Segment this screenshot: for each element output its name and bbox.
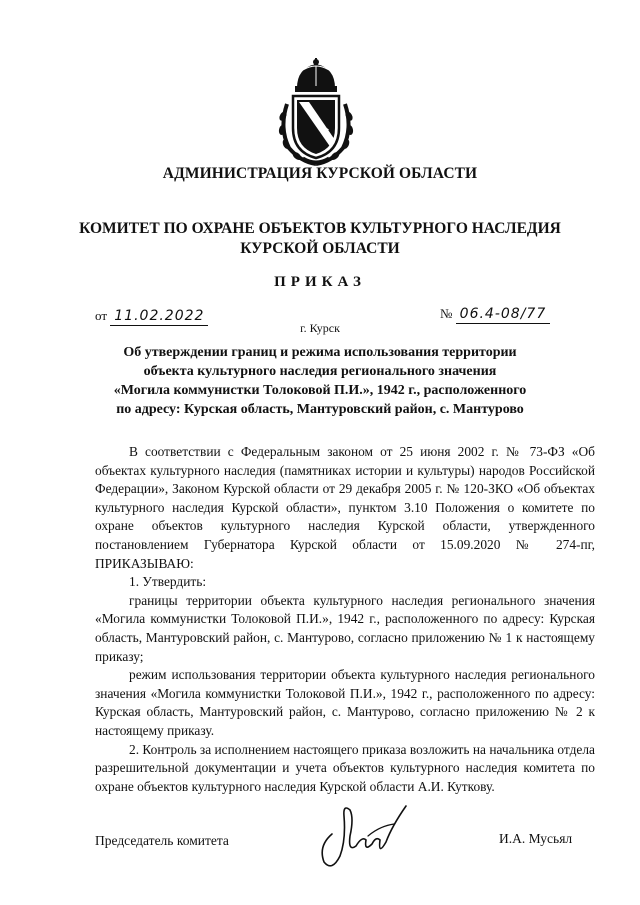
number-prefix: № <box>440 306 453 321</box>
subject-line-3: «Могила коммунистки Толоковой П.И.», 1942 г., расположенного <box>113 383 527 398</box>
subject-line-4: по адресу: Курская область, Мантуровский район, с. Мантурово <box>116 402 524 417</box>
number-value: 06.4-08/77 <box>456 306 551 324</box>
order-subject <box>60 343 580 419</box>
city: г. Курск <box>300 321 340 335</box>
subject-line-2: объекта культурного наследия регионального значения <box>143 364 497 379</box>
date-prefix: от <box>95 308 108 323</box>
administration-heading: АДМИНИСТРАЦИЯ КУРСКОЙ ОБЛАСТИ <box>162 165 478 182</box>
committee-heading <box>60 219 580 259</box>
body-paragraph: границы территории объекта культурного наследия регионального значения «Могила коммунистки Толоковой П.И.», 1942 г., расположенного по адресу: Курская область, Мантуровский район, с. Мантурово, согласно приложению № 1 к настоящему приказу; <box>95 592 595 664</box>
order-body <box>95 443 595 796</box>
body-paragraph: 2. Контроль за исполнением настоящего приказа возложить на начальника отдела разрешительной документации и учета объектов культурного наследия комитета по охране объектов культурного наследия Курской области А.И. Куткову. <box>95 741 595 794</box>
signatory-name: И.А. Мусьял <box>499 831 573 846</box>
coat-of-arms-icon <box>273 58 359 166</box>
order-title: ПРИКАЗ <box>274 274 366 290</box>
subject-line-1: Об утверждении границ и режима использования территории <box>123 345 517 360</box>
body-paragraph: режим использования территории объекта культурного наследия регионального значения «Могила коммунистки Толоковой П.И.», 1942 г., расположенного по адресу: Курская область, Мантуровский район, с. Мантурово, согласно приложению № 2 к настоящему приказу. <box>95 667 595 738</box>
committee-line-1: КОМИТЕТ ПО ОХРАНЕ ОБЪЕКТОВ КУЛЬТУРНОГО НАСЛЕДИЯ <box>79 220 561 237</box>
committee-line-2: КУРСКОЙ ОБЛАСТИ <box>240 240 400 257</box>
body-paragraph: 1. Утвердить: <box>129 574 207 590</box>
date-value: 11.02.2022 <box>110 308 208 326</box>
signatory-title: Председатель комитета <box>95 833 229 848</box>
handwritten-signature <box>310 796 420 872</box>
body-paragraph: В соответствии с Федеральным законом от 25 июня 2002 г. № 73-ФЗ «Об объектах культурного наследия (памятниках истории и культуры) народов Российской Федерации», Законом Курской области от 29 декабря 2005 г. № 120-ЗКО «Об объектах культурного наследия Курской области», пунктом 3.10 Положения о комитете по охране объектов культурного наследия Курской области, утвержденного постановлением Губернатора Курской области от 15.09.2020 № 274-пг, ПРИКАЗЫВАЮ: <box>95 444 595 571</box>
